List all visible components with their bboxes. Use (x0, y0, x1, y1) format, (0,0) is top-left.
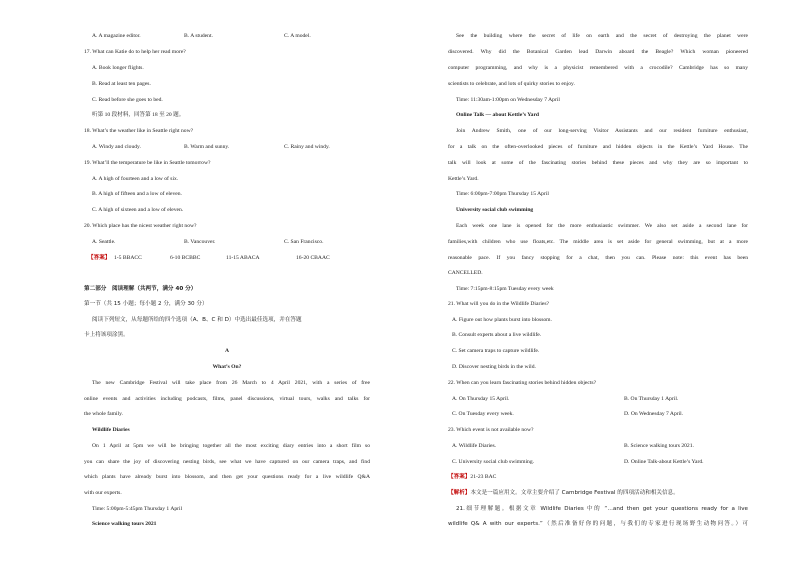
q18-option-a: A. Windy and cloudy. (92, 144, 141, 150)
q22-option-a: A. On Thursday 15 April. (452, 396, 510, 402)
q20-question: 20. Which place has the nicest weather right now? (84, 223, 197, 229)
q22-option-d: D. On Wednesday 7 April. (624, 411, 684, 417)
answer-group-11-15: 11-15 ABACA (226, 255, 260, 261)
q21-option-a: A. Figure out how plants burst into blossom. (452, 317, 552, 323)
online-talk-heading: Online Talk — about Kettle’s Yard (456, 112, 540, 118)
intro-line-2: online events and activities including podcasts, films, panel discussions, virtual tours, walks and talks for (84, 396, 370, 402)
swim-line-1: Each week one lane is opened for the more enthusiastic swimmer. We also set aside a second lane for (456, 223, 748, 229)
passage-title: What’s On? (212, 364, 242, 370)
science-line-1: See the building where the secret of life on earth and the secret of destroying the planet were (456, 33, 748, 39)
wildlife-line-2: you can share the joy of discovering nesting birds, see what we have captured on our camera traps, and find (84, 459, 370, 465)
q18-option-b: B. Warm and sunny. (184, 144, 230, 150)
intro-line-1: The new Cambridge Festival will take place from 26 March to 4 April 2021, with a series of free (92, 380, 370, 386)
q16-option-b: B. A student. (184, 33, 213, 39)
answer-tag: 【答案】 (88, 255, 111, 261)
answer-tag-21-23: 【答案】 (448, 474, 471, 480)
q22-question: 22. When can you learn fascinating stories behind hidden objects? (448, 380, 597, 386)
q19-option-b: B. A high of fifteen and a low of eleven. (92, 191, 182, 197)
wildlife-line-4: with our experts. (84, 490, 122, 496)
science-line-4: scientists to celebrate, and lots of quirky stories to enjoy. (448, 81, 575, 87)
intro-line-3: the whole family. (84, 411, 123, 417)
online-line-3: talk will look at some of the fascinating stories behind these pieces and why they are so important to (448, 160, 748, 166)
q19-option-a: A. A high of fourteen and a low of six. (92, 176, 179, 182)
q21-option-c: C. Set camera traps to capture wildlife. (452, 348, 540, 354)
swim-time: Time: 7:15pm-8:15pm Tuesday every week (456, 286, 554, 292)
q17-question: 17. What can Katie do to help her read more? (84, 49, 186, 55)
q21-question: 21. What will you do in the Wildlife Diaries? (448, 301, 550, 307)
answer-group-1-5: 1-5 BBACC (114, 255, 142, 261)
q16-option-c: C. A model. (284, 33, 311, 39)
q23-option-c: C. University social club swimming. (452, 459, 535, 465)
online-line-4: Kettle’s Yard. (448, 176, 479, 182)
q18-option-c: C. Rainy and windy. (284, 144, 330, 150)
wildlife-heading: Wildlife Diaries (92, 427, 130, 433)
analysis-line (448, 490, 679, 497)
q23-option-b: B. Science walking tours 2021. (624, 443, 694, 449)
q19-option-c: C. A high of sixteen and a low of eleven. (92, 207, 184, 213)
science-time: Time: 11:30am-1:00pm on Wednesday 7 April (456, 97, 560, 103)
instructions-line-1: 阅读下列短文，从每题所给的四个选项（A、B、C 和 D）中选出最佳选项，并在答题 (92, 317, 302, 323)
analysis-tag: 【解析】 (448, 490, 471, 496)
passage-letter: A (224, 348, 230, 354)
swim-line-3: reasonable pace. If you fancy stopping for a chat, then you can. Please note: this event has been (448, 255, 748, 261)
q18-question: 18. What’s the weather like in Seattle right now? (84, 128, 194, 134)
answer-text-21-23: 21-23 BAC (470, 474, 497, 480)
q21-option-b: B. Consult experts about a live wildlife. (452, 332, 542, 338)
q22-option-c: C. On Tuesday every week. (452, 411, 514, 417)
q19-question: 19. What’ll the temperature be like in Seattle tomorrow? (84, 160, 211, 166)
swimming-heading: University social club swimming (456, 207, 534, 213)
answer-group-6-10: 6-10 BCBBC (170, 255, 201, 261)
material-10-instruction: 听第 10 段材料，回答第 18 至 20 题。 (92, 112, 185, 118)
science-line-2: discovered. Why did the Botanical Garden lead Darwin aboard the Beagle? Which woman pioneered (448, 49, 748, 55)
wildlife-line-3: which plants have already burst into blossom, and then get your questions ready for a live wildlife Q&A (84, 474, 370, 480)
q21-option-d: D. Discover nesting birds in the wild. (452, 364, 536, 370)
instructions-line-2: 卡上将该项涂黑。 (84, 332, 129, 338)
q22-option-b: B. On Thursday 1 April. (624, 396, 679, 402)
q20-option-c: C. San Francisco. (284, 239, 324, 245)
detail-line-2: wildlife Q& A with our experts.”（然后准备好你的问题，与我们的专家进行现场野生动物问答。）可 (448, 521, 748, 527)
detail-line-1: 21.细节理解题。根据文章 Wildlife Diaries 中的 “…and then get your questions ready for a live (456, 506, 748, 512)
q23-option-d: D. Online Talk-about Kettle’s Yard. (624, 459, 704, 465)
q23-question: 23. Which event is not available now? (448, 427, 534, 433)
swim-line-4: CANCELLED. (448, 270, 483, 276)
analysis-text: 本文是一篇应用文。文章主要介绍了 Cambridge Festival 的四项活动和相关信息。 (470, 490, 679, 496)
q20-option-b: B. Vancouver. (184, 239, 216, 245)
science-line-3: computer programming, and why is a physicist remembered with a crocodile? Cambridge has so many (448, 65, 748, 71)
online-line-2: for a talk on the often-overlooked pieces of furniture and hidden objects in the Kettle’s Yard House. The (448, 144, 748, 150)
swim-line-2: families,with children who use floats,etc. The middle area is set aside for general swimming, but at a more (448, 239, 748, 245)
science-heading: Science walking tours 2021 (92, 521, 157, 527)
online-line-1: Join Andrew Smith, one of our long-serving Visitor Assistants and our resident furniture enthusiast, (456, 128, 748, 134)
q17-option-c: C. Read before she goes to bed. (92, 97, 163, 103)
answer-group-16-20: 16-20 CBAAC (296, 255, 330, 261)
q23-option-a: A. Wildlife Diaries. (452, 443, 497, 449)
online-time: Time: 6:00pm-7:00pm Thursday 15 April (456, 191, 549, 197)
wildlife-time: Time: 5:00pm-5:45pm Thursday 1 April (92, 506, 183, 512)
part2-heading: 第二部分 阅读理解（共两节，满分 40 分） (84, 286, 197, 292)
section1-heading: 第一节（共 15 小题；每小题 2 分，满分 30 分） (84, 301, 208, 307)
answer-21-23 (448, 474, 496, 481)
q17-option-a: A. Book longer flights. (92, 65, 144, 71)
q17-option-b: B. Read at least ten pages. (92, 81, 151, 87)
wildlife-line-1: On 1 April at 5pm we will be bringing together all the most exciting diary entries into a short film so (92, 443, 370, 449)
q16-option-a: A. A magazine editor. (92, 33, 141, 39)
q20-option-a: A. Seattle. (92, 239, 116, 245)
